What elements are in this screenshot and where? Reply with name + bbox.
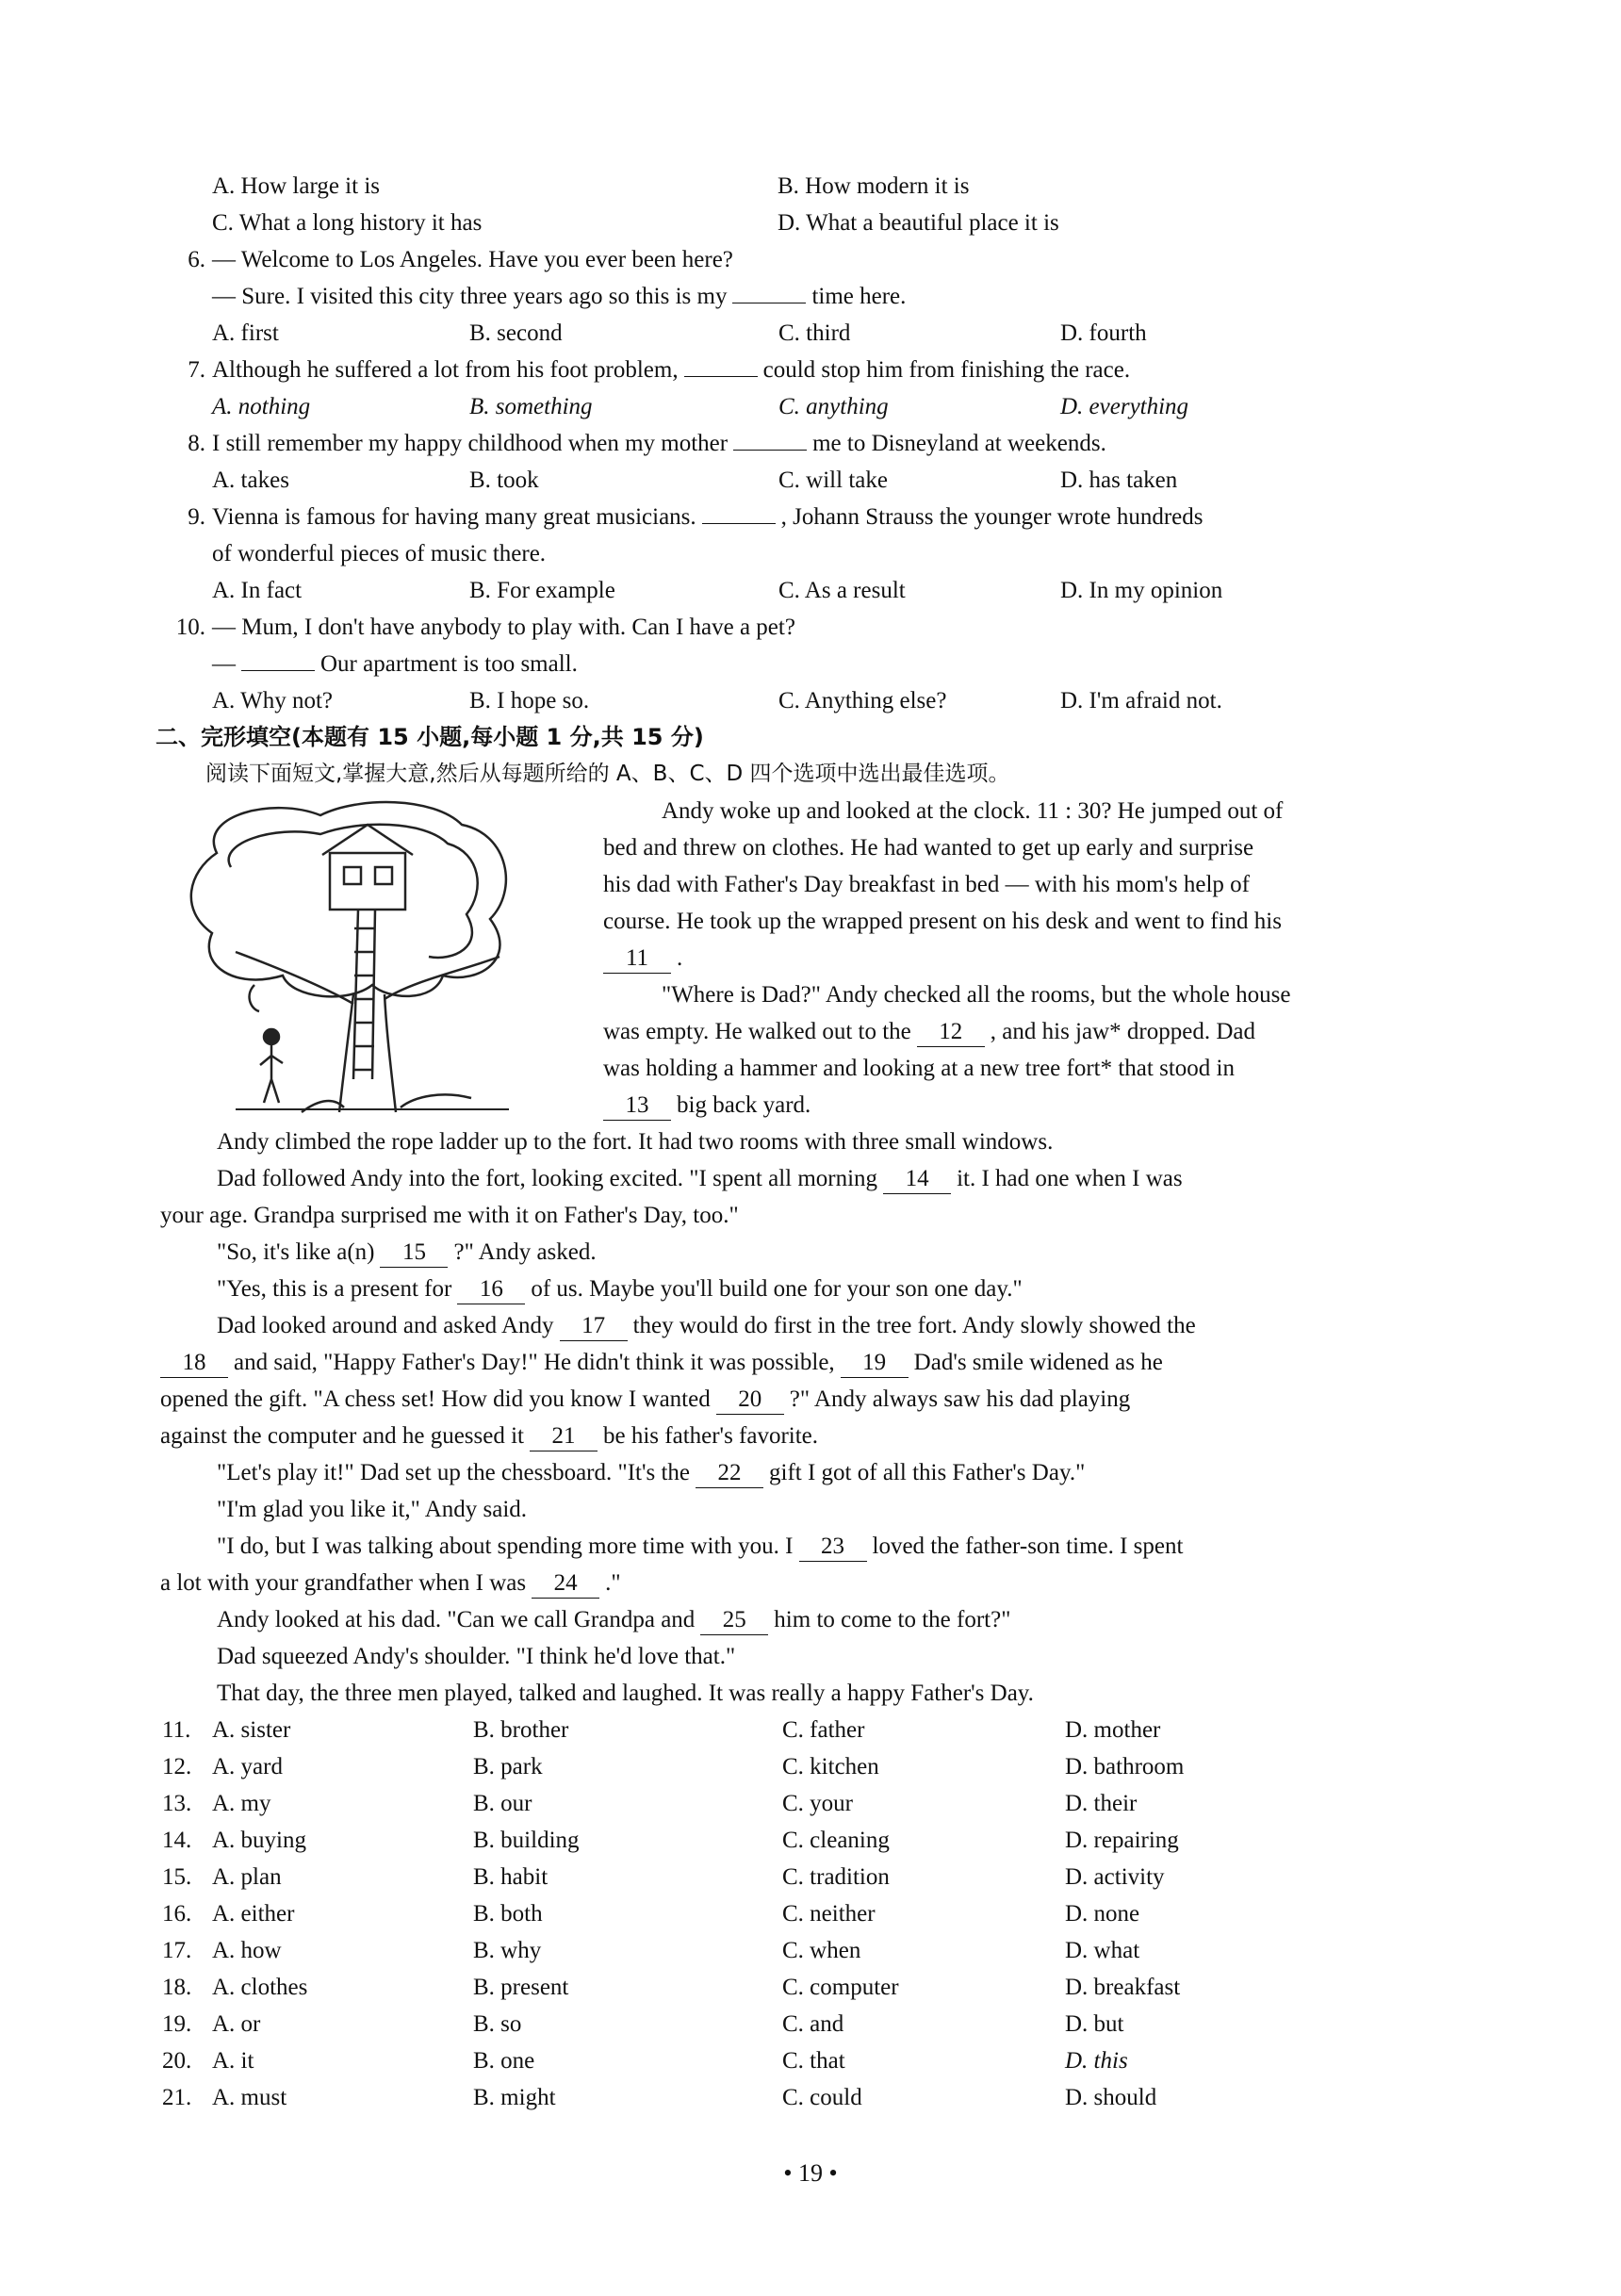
- q6-line2: [160, 278, 1461, 315]
- q8-pre: I still remember my happy childhood when my mother: [212, 431, 729, 456]
- story-p6: [160, 1344, 1461, 1381]
- story-p6a: and said, "Happy Father's Day!" He didn't think it was possible,: [234, 1350, 835, 1375]
- answer-number: 18.: [162, 1975, 192, 2000]
- story-line-2: bed and threw on clothes. He had wanted to get up early and surprise: [603, 835, 1254, 861]
- story-line-5: 11 .: [603, 940, 1461, 976]
- q7-option-a: A. nothing: [212, 394, 311, 419]
- option-a: A. how: [212, 1938, 282, 1963]
- option-d: D. but: [1065, 2011, 1124, 2037]
- story-p2c: your age. Grandpa surprised me with it on Father's Day, too.": [160, 1203, 739, 1228]
- answer-row-20: [160, 2042, 1461, 2079]
- q10-option-a: A. Why not?: [212, 688, 333, 713]
- story-p7b: ?" Andy always saw his dad playing: [789, 1386, 1131, 1412]
- story-p10: "I'm glad you like it," Andy said.: [217, 1497, 528, 1522]
- q6-option-c: C. third: [778, 320, 851, 346]
- option-d: D. repairing: [1065, 1828, 1179, 1853]
- q5-option-a: A. How large it is: [212, 173, 380, 199]
- q7-pre: Although he suffered a lot from his foot problem,: [212, 357, 679, 383]
- q9-line2: [160, 535, 1461, 572]
- option-a: A. or: [212, 2011, 261, 2037]
- q5-options-row2: [160, 205, 1461, 241]
- story-p4: [160, 1271, 1461, 1307]
- answer-number: 15.: [162, 1864, 192, 1890]
- story-p11: [160, 1528, 1461, 1565]
- section2-instruction: 阅读下面短文,掌握大意,然后从每题所给的 A、B、C、D 四个选项中选出最佳选项。: [205, 762, 1010, 786]
- story-p2b: it. I had one when I was: [957, 1166, 1183, 1191]
- answer-number: 12.: [162, 1754, 192, 1779]
- option-a: A. must: [212, 2085, 287, 2110]
- option-d: D. bathroom: [1065, 1754, 1185, 1779]
- q9-options: [160, 572, 1461, 609]
- answer-row-18: [160, 1969, 1461, 2006]
- option-c: C. cleaning: [782, 1828, 890, 1853]
- q8-option-a: A. takes: [212, 467, 289, 493]
- option-d: D. mother: [1065, 1717, 1161, 1743]
- option-a: A. clothes: [212, 1975, 308, 2000]
- option-c: C. computer: [782, 1975, 899, 2000]
- option-c: C. could: [782, 2085, 862, 2110]
- blank-17: 17: [560, 1312, 628, 1341]
- blank-19: 19: [841, 1349, 909, 1378]
- q10-blank: [241, 670, 315, 671]
- q8-option-b: B. took: [469, 467, 539, 493]
- answer-row-15: [160, 1859, 1461, 1895]
- q6-option-a: A. first: [212, 320, 279, 346]
- story-line-3: his dad with Father's Day breakfast in bed — with his mom's help of: [603, 872, 1250, 897]
- q5-option-c: C. What a long history it has: [212, 210, 483, 236]
- story-p9b: gift I got of all this Father's Day.": [769, 1460, 1086, 1485]
- story-p2a: Dad followed Andy into the fort, looking excited. "I spent all morning: [217, 1166, 878, 1191]
- q6-post: time here.: [811, 284, 907, 309]
- story-p8: [160, 1418, 1461, 1454]
- answer-options: [160, 1712, 1461, 2116]
- q6-stem: [160, 241, 1461, 278]
- option-c: C. when: [782, 1938, 861, 1963]
- blank-20: 20: [716, 1386, 784, 1415]
- q9-stem: [160, 499, 1461, 535]
- blank-22: 22: [696, 1459, 763, 1488]
- q10-stem: [160, 609, 1461, 646]
- story-p11b: loved the father-son time. I spent: [872, 1533, 1184, 1559]
- option-d: D. breakfast: [1065, 1975, 1181, 2000]
- story-p14: Dad squeezed Andy's shoulder. "I think he'd love that.": [217, 1644, 736, 1669]
- option-b: B. habit: [473, 1864, 549, 1890]
- option-a: A. buying: [212, 1828, 306, 1853]
- q9-post: , Johann Strauss the younger wrote hundreds: [780, 504, 1203, 530]
- answer-number: 14.: [162, 1828, 192, 1853]
- blank-12: 12: [917, 1018, 985, 1047]
- q10-option-d: D. I'm afraid not.: [1060, 688, 1222, 713]
- q6-line1: — Welcome to Los Angeles. Have you ever been here?: [212, 247, 733, 272]
- blank-25: 25: [700, 1606, 768, 1635]
- story-p6b: Dad's smile widened as he: [913, 1350, 1163, 1375]
- q9-option-d: D. In my opinion: [1060, 578, 1223, 603]
- story-p5a: Dad looked around and asked Andy: [217, 1313, 554, 1338]
- story-p11a: "I do, but I was talking about spending more time with you. I: [217, 1533, 794, 1559]
- option-c: C. and: [782, 2011, 844, 2037]
- answer-row-13: [160, 1785, 1461, 1822]
- story-line-8: was holding a hammer and looking at a new tree fort* that stood in: [603, 1056, 1235, 1081]
- story-line-7b: , and his jaw* dropped. Dad: [990, 1019, 1255, 1044]
- q10-line1: — Mum, I don't have anybody to play with. Can I have a pet?: [212, 615, 795, 640]
- story-p2: [160, 1160, 1461, 1197]
- q6-options: [160, 315, 1461, 352]
- page-content: [156, 168, 1461, 2116]
- option-d: D. what: [1065, 1938, 1140, 1963]
- q9-option-b: B. For example: [469, 578, 615, 603]
- blank-14: 14: [883, 1165, 951, 1194]
- option-b: B. our: [473, 1791, 532, 1816]
- story-p7: [160, 1381, 1461, 1418]
- q10-line2: [160, 646, 1461, 682]
- answer-row-14: [160, 1822, 1461, 1859]
- story-line-9b: big back yard.: [677, 1092, 811, 1118]
- option-d: D. this: [1065, 2048, 1128, 2074]
- option-b: B. why: [473, 1938, 542, 1963]
- story-p12b: .": [605, 1570, 621, 1596]
- story-p13: [160, 1601, 1461, 1638]
- q8-stem: [160, 425, 1461, 462]
- option-b: B. present: [473, 1975, 569, 2000]
- story-line-9: [603, 1087, 1461, 1123]
- option-a: A. yard: [212, 1754, 283, 1779]
- option-b: B. brother: [473, 1717, 569, 1743]
- tree-fort-illustration: [160, 796, 537, 1117]
- story-p4a: "Yes, this is a present for: [217, 1276, 452, 1302]
- answer-number: 20.: [162, 2048, 192, 2074]
- story-p3: [160, 1234, 1461, 1271]
- story-line-7: [603, 1013, 1461, 1050]
- q9-option-a: A. In fact: [212, 578, 303, 603]
- answer-row-11: [160, 1712, 1461, 1748]
- story-line-4: course. He took up the wrapped present on his desk and went to find his: [603, 909, 1282, 934]
- blank-18: 18: [160, 1349, 228, 1378]
- option-b: B. might: [473, 2085, 556, 2110]
- option-c: C. that: [782, 2048, 845, 2074]
- answer-number: 17.: [162, 1938, 192, 1963]
- answer-row-16: [160, 1895, 1461, 1932]
- q10-option-b: B. I hope so.: [469, 688, 590, 713]
- q8-option-c: C. will take: [778, 467, 888, 493]
- q7-option-c: C. anything: [778, 394, 889, 419]
- option-a: A. sister: [212, 1717, 291, 1743]
- q7-post: could stop him from finishing the race.: [762, 357, 1131, 383]
- q9-number: 9.: [188, 504, 205, 530]
- answer-number: 19.: [162, 2011, 192, 2037]
- q6-option-b: B. second: [469, 320, 563, 346]
- q8-blank: [733, 450, 807, 451]
- option-c: C. your: [782, 1791, 853, 1816]
- option-d: D. should: [1065, 2085, 1157, 2110]
- story-p7a: opened the gift. "A chess set! How did you know I wanted: [160, 1386, 711, 1412]
- answer-number: 21.: [162, 2085, 192, 2110]
- option-a: A. either: [212, 1901, 295, 1927]
- story-p4b: of us. Maybe you'll build one for your son one day.": [531, 1276, 1023, 1302]
- option-d: D. none: [1065, 1901, 1140, 1927]
- q9-option-c: C. As a result: [778, 578, 906, 603]
- q8-number: 8.: [188, 431, 205, 456]
- q7-stem: [160, 352, 1461, 388]
- story-p5b: they would do first in the tree fort. Andy slowly showed the: [632, 1313, 1196, 1338]
- blank-11: 11: [603, 944, 671, 974]
- answer-row-17: [160, 1932, 1461, 1969]
- q8-option-d: D. has taken: [1060, 467, 1178, 493]
- option-b: B. so: [473, 2011, 522, 2037]
- q8-post: me to Disneyland at weekends.: [812, 431, 1106, 456]
- q9-blank: [702, 523, 776, 524]
- answer-row-21: [160, 2079, 1461, 2116]
- answer-number: 13.: [162, 1791, 192, 1816]
- option-b: B. both: [473, 1901, 543, 1927]
- q10-post: Our apartment is too small.: [320, 651, 578, 677]
- story-line-7a: was empty. He walked out to the: [603, 1019, 911, 1044]
- answer-number: 16.: [162, 1901, 192, 1927]
- story-p3a: "So, it's like a(n): [217, 1239, 375, 1265]
- story-p9: [160, 1454, 1461, 1491]
- section2-title: 二、完形填空(本题有 15 小题,每小题 1 分,共 15 分): [156, 724, 704, 750]
- blank-13: 13: [603, 1091, 671, 1121]
- q6-number: 6.: [188, 247, 205, 272]
- option-a: A. my: [212, 1791, 271, 1816]
- q10-options: [160, 682, 1461, 719]
- option-c: C. neither: [782, 1901, 876, 1927]
- q5-option-b: B. How modern it is: [778, 173, 970, 199]
- q7-blank: [684, 376, 758, 377]
- story-p8a: against the computer and he guessed it: [160, 1423, 524, 1449]
- q10-option-c: C. Anything else?: [778, 688, 947, 713]
- story-p12: [160, 1565, 1461, 1601]
- option-b: B. one: [473, 2048, 535, 2074]
- q7-number: 7.: [188, 357, 205, 383]
- q7-option-d: D. everything: [1060, 394, 1189, 419]
- q6-pre: — Sure. I visited this city three years ago so this is my: [212, 284, 728, 309]
- answer-row-12: [160, 1748, 1461, 1785]
- story-p15: That day, the three men played, talked and laughed. It was really a happy Father's Day.: [217, 1681, 1034, 1706]
- story-p8b: be his father's favorite.: [603, 1423, 819, 1449]
- story-line-1: Andy woke up and looked at the clock. 11 : 30? He jumped out of: [662, 798, 1284, 824]
- option-d: D. activity: [1065, 1864, 1165, 1890]
- story-p13b: him to come to the fort?": [774, 1607, 1011, 1632]
- story-p9a: "Let's play it!" Dad set up the chessboard. "It's the: [217, 1460, 691, 1485]
- blank-24: 24: [532, 1569, 599, 1599]
- q7-option-b: B. something: [469, 394, 593, 419]
- page-number: • 19 •: [783, 2159, 838, 2187]
- q5-option-d: D. What a beautiful place it is: [778, 210, 1059, 236]
- q10-number: 10.: [175, 615, 205, 640]
- answer-number: 11.: [162, 1717, 191, 1743]
- option-c: C. father: [782, 1717, 865, 1743]
- q10-pre: —: [212, 651, 236, 677]
- q5-options-row1: [160, 168, 1461, 205]
- story-p3b: ?" Andy asked.: [453, 1239, 597, 1265]
- q6-option-d: D. fourth: [1060, 320, 1147, 346]
- answer-row-19: [160, 2006, 1461, 2042]
- option-b: B. building: [473, 1828, 580, 1853]
- option-a: A. plan: [212, 1864, 282, 1890]
- option-a: A. it: [212, 2048, 254, 2074]
- story-p1: Andy climbed the rope ladder up to the fort. It had two rooms with three small windows.: [217, 1129, 1054, 1155]
- story-line-6: "Where is Dad?" Andy checked all the rooms, but the whole house: [662, 982, 1291, 1008]
- q9-line2-text: of wonderful pieces of music there.: [212, 541, 547, 566]
- blank-23: 23: [799, 1533, 867, 1562]
- blank-16: 16: [457, 1275, 525, 1304]
- story-p12a: a lot with your grandfather when I was: [160, 1570, 527, 1596]
- blank-21: 21: [530, 1422, 598, 1451]
- q9-pre: Vienna is famous for having many great musicians.: [212, 504, 696, 530]
- option-c: C. kitchen: [782, 1754, 879, 1779]
- q7-options: [160, 388, 1461, 425]
- story-p13a: Andy looked at his dad. "Can we call Grandpa and: [217, 1607, 696, 1632]
- option-c: C. tradition: [782, 1864, 890, 1890]
- story-with-illustration: [160, 793, 1461, 1123]
- story-p5: [160, 1307, 1461, 1344]
- option-d: D. their: [1065, 1791, 1138, 1816]
- blank-15: 15: [380, 1238, 448, 1268]
- q8-options: [160, 462, 1461, 499]
- option-b: B. park: [473, 1754, 543, 1779]
